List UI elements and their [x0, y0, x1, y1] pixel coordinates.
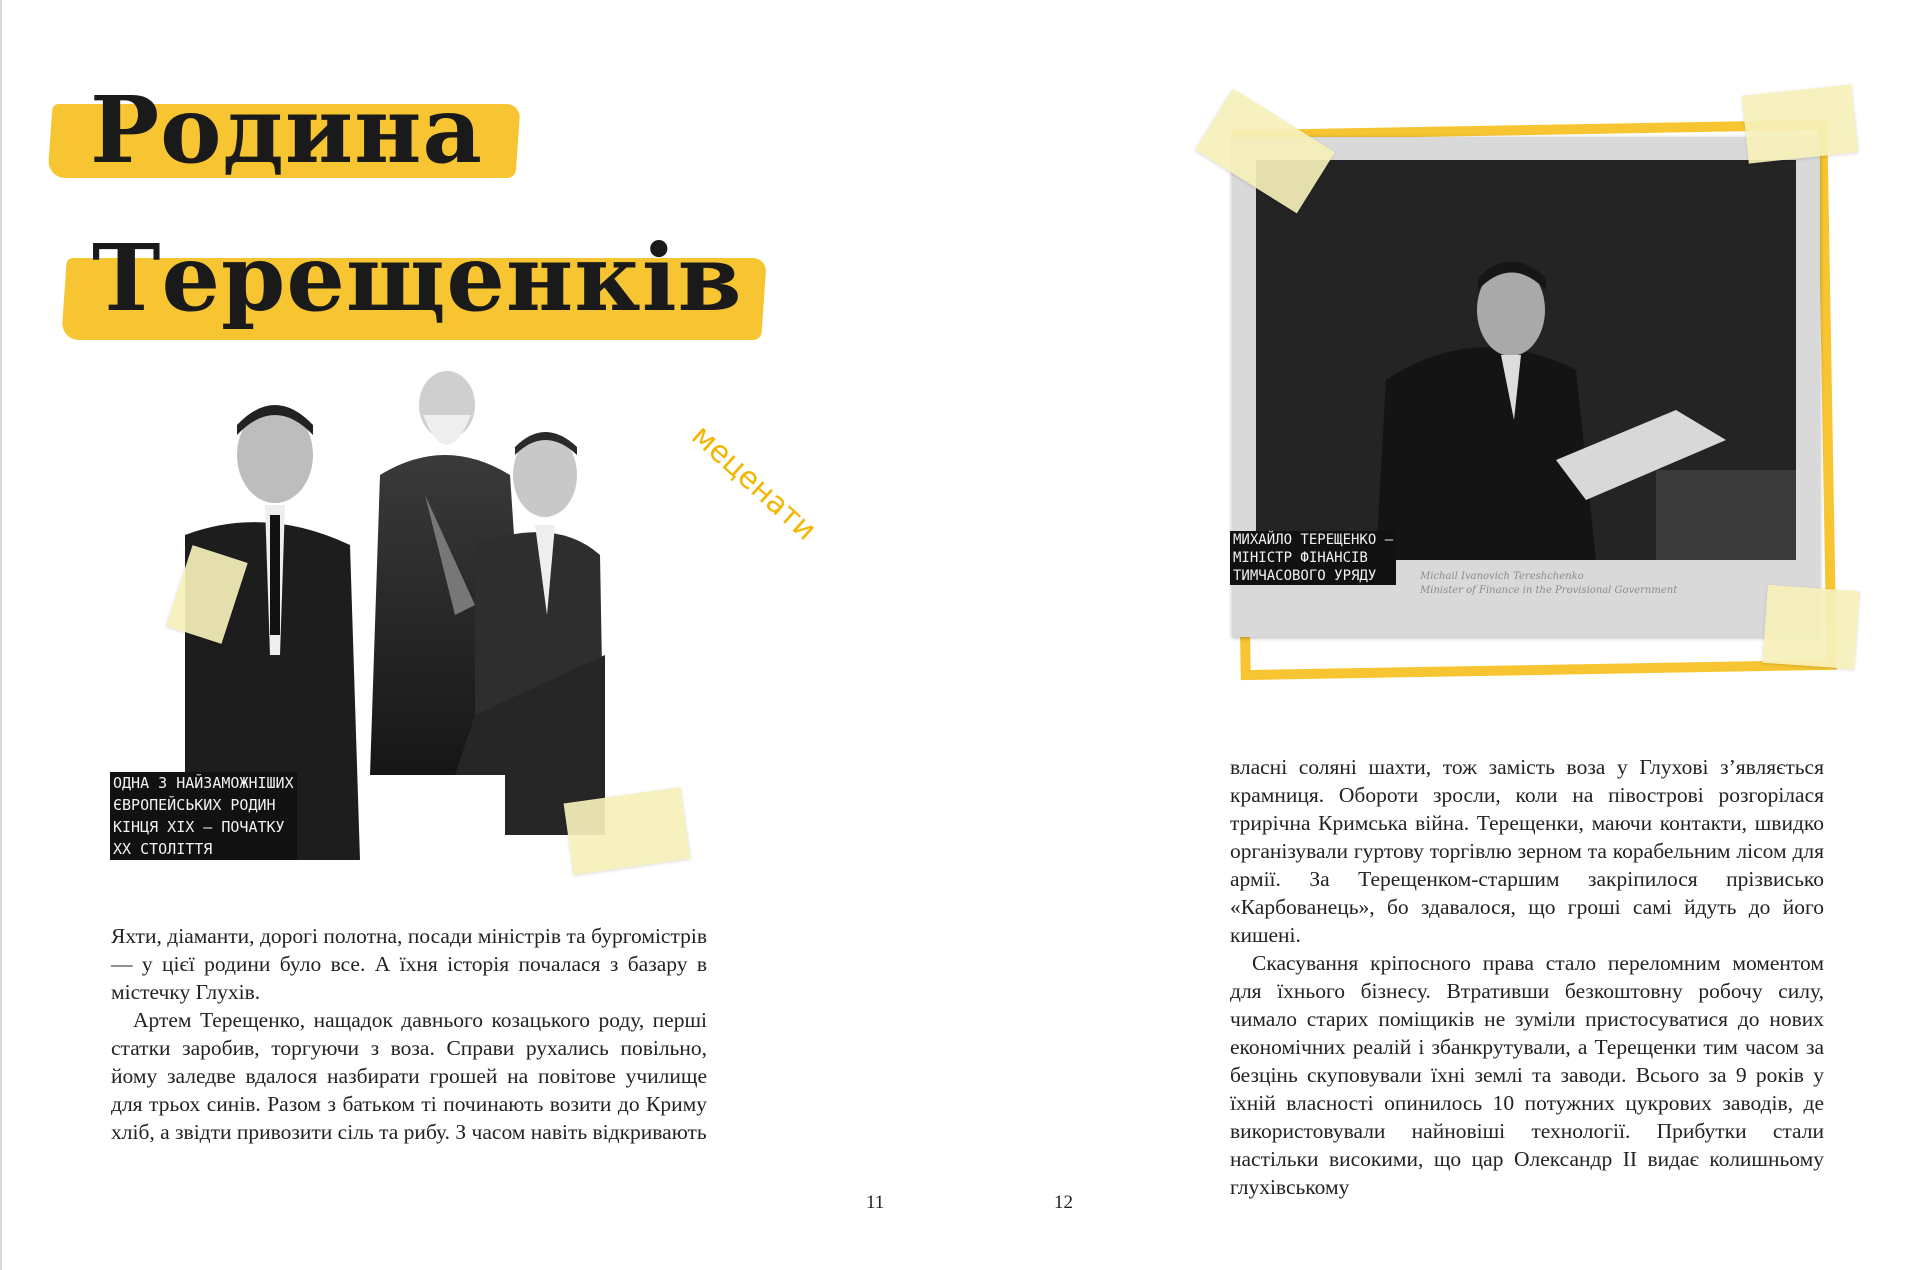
paragraph: Артем Терещенко, нащадок давнього козацького роду, перші статки заробив, торгуючи з воза. Справи рухались повільно, йому заледве вдалося назбирати грошей на повітове училище для трьох синів. Разом з батьком ті починають возити до Криму хліб, а звідти привозити сіль та рибу. З часом навіть відкривають [111, 1008, 707, 1144]
left-body-text [111, 922, 707, 1146]
page-number-right: 12 [1054, 1192, 1073, 1213]
right-photo-caption: МИХАЙЛО ТЕРЕЩЕНКО – МІНІСТР ФІНАНСІВ ТИМЧАСОВОГО УРЯДУ [1230, 531, 1396, 585]
title-line-1: Родина [90, 76, 484, 184]
minister-photo [1256, 160, 1796, 560]
page-number-left: 11 [866, 1192, 885, 1213]
left-photo-caption: ОДНА З НАЙЗАМОЖНІШИХ ЄВРОПЕЙСЬКИХ РОДИН КІНЦЯ XIX – ПОЧАТКУ XX СТОЛІТТЯ [110, 772, 297, 860]
tape-right-top-right [1742, 84, 1859, 163]
right-body-text [1230, 753, 1824, 1201]
tape-right-bottom [1762, 585, 1859, 669]
title-line-2: Терещенків [92, 224, 743, 332]
page-edge [0, 0, 2, 1270]
paragraph: власні соляні шахти, тож замість воза у Глухові з’являється крамниця. Обороти зросли, коли на півострові розгорілася трирічна Кримська війна. Терещенки, маючи контакти, швидко організували гуртову торгівлю зерном та корабельним лісом для армії. За Терещенком-старшим закріпилося прізвисько «Карбованець», бо здавалося, що гроші самі йдуть до його кишені. [1230, 755, 1824, 947]
paragraph: Скасування кріпосного права стало переломним моментом для їхнього бізнесу. Втративши безкоштовну робочу силу, чимало старих поміщиків не зуміли пристосуватися до нових економічних реалій і збанкрутували, а Терещенки тим часом за безцінь скуповували їхні землі та заводи. Всього за 9 років у їхній власності опинилось 10 потужних цукрових заводів, де використовували найновіші технології. Прибутки стали настільки високими, що цар Олександр II видає колишньому глухівському [1230, 951, 1824, 1199]
side-word: меценати [684, 418, 824, 548]
paragraph: Яхти, діаманти, дорогі полотна, посади міністрів та бургомістрів — у цієї родини було все. А їхня історія почалася з базару в містечку Глухів. [111, 924, 707, 1004]
photo-inscription: Michail Ivanovich Tereshchenko Minister of Finance in the Provisional Government [1420, 571, 1678, 596]
